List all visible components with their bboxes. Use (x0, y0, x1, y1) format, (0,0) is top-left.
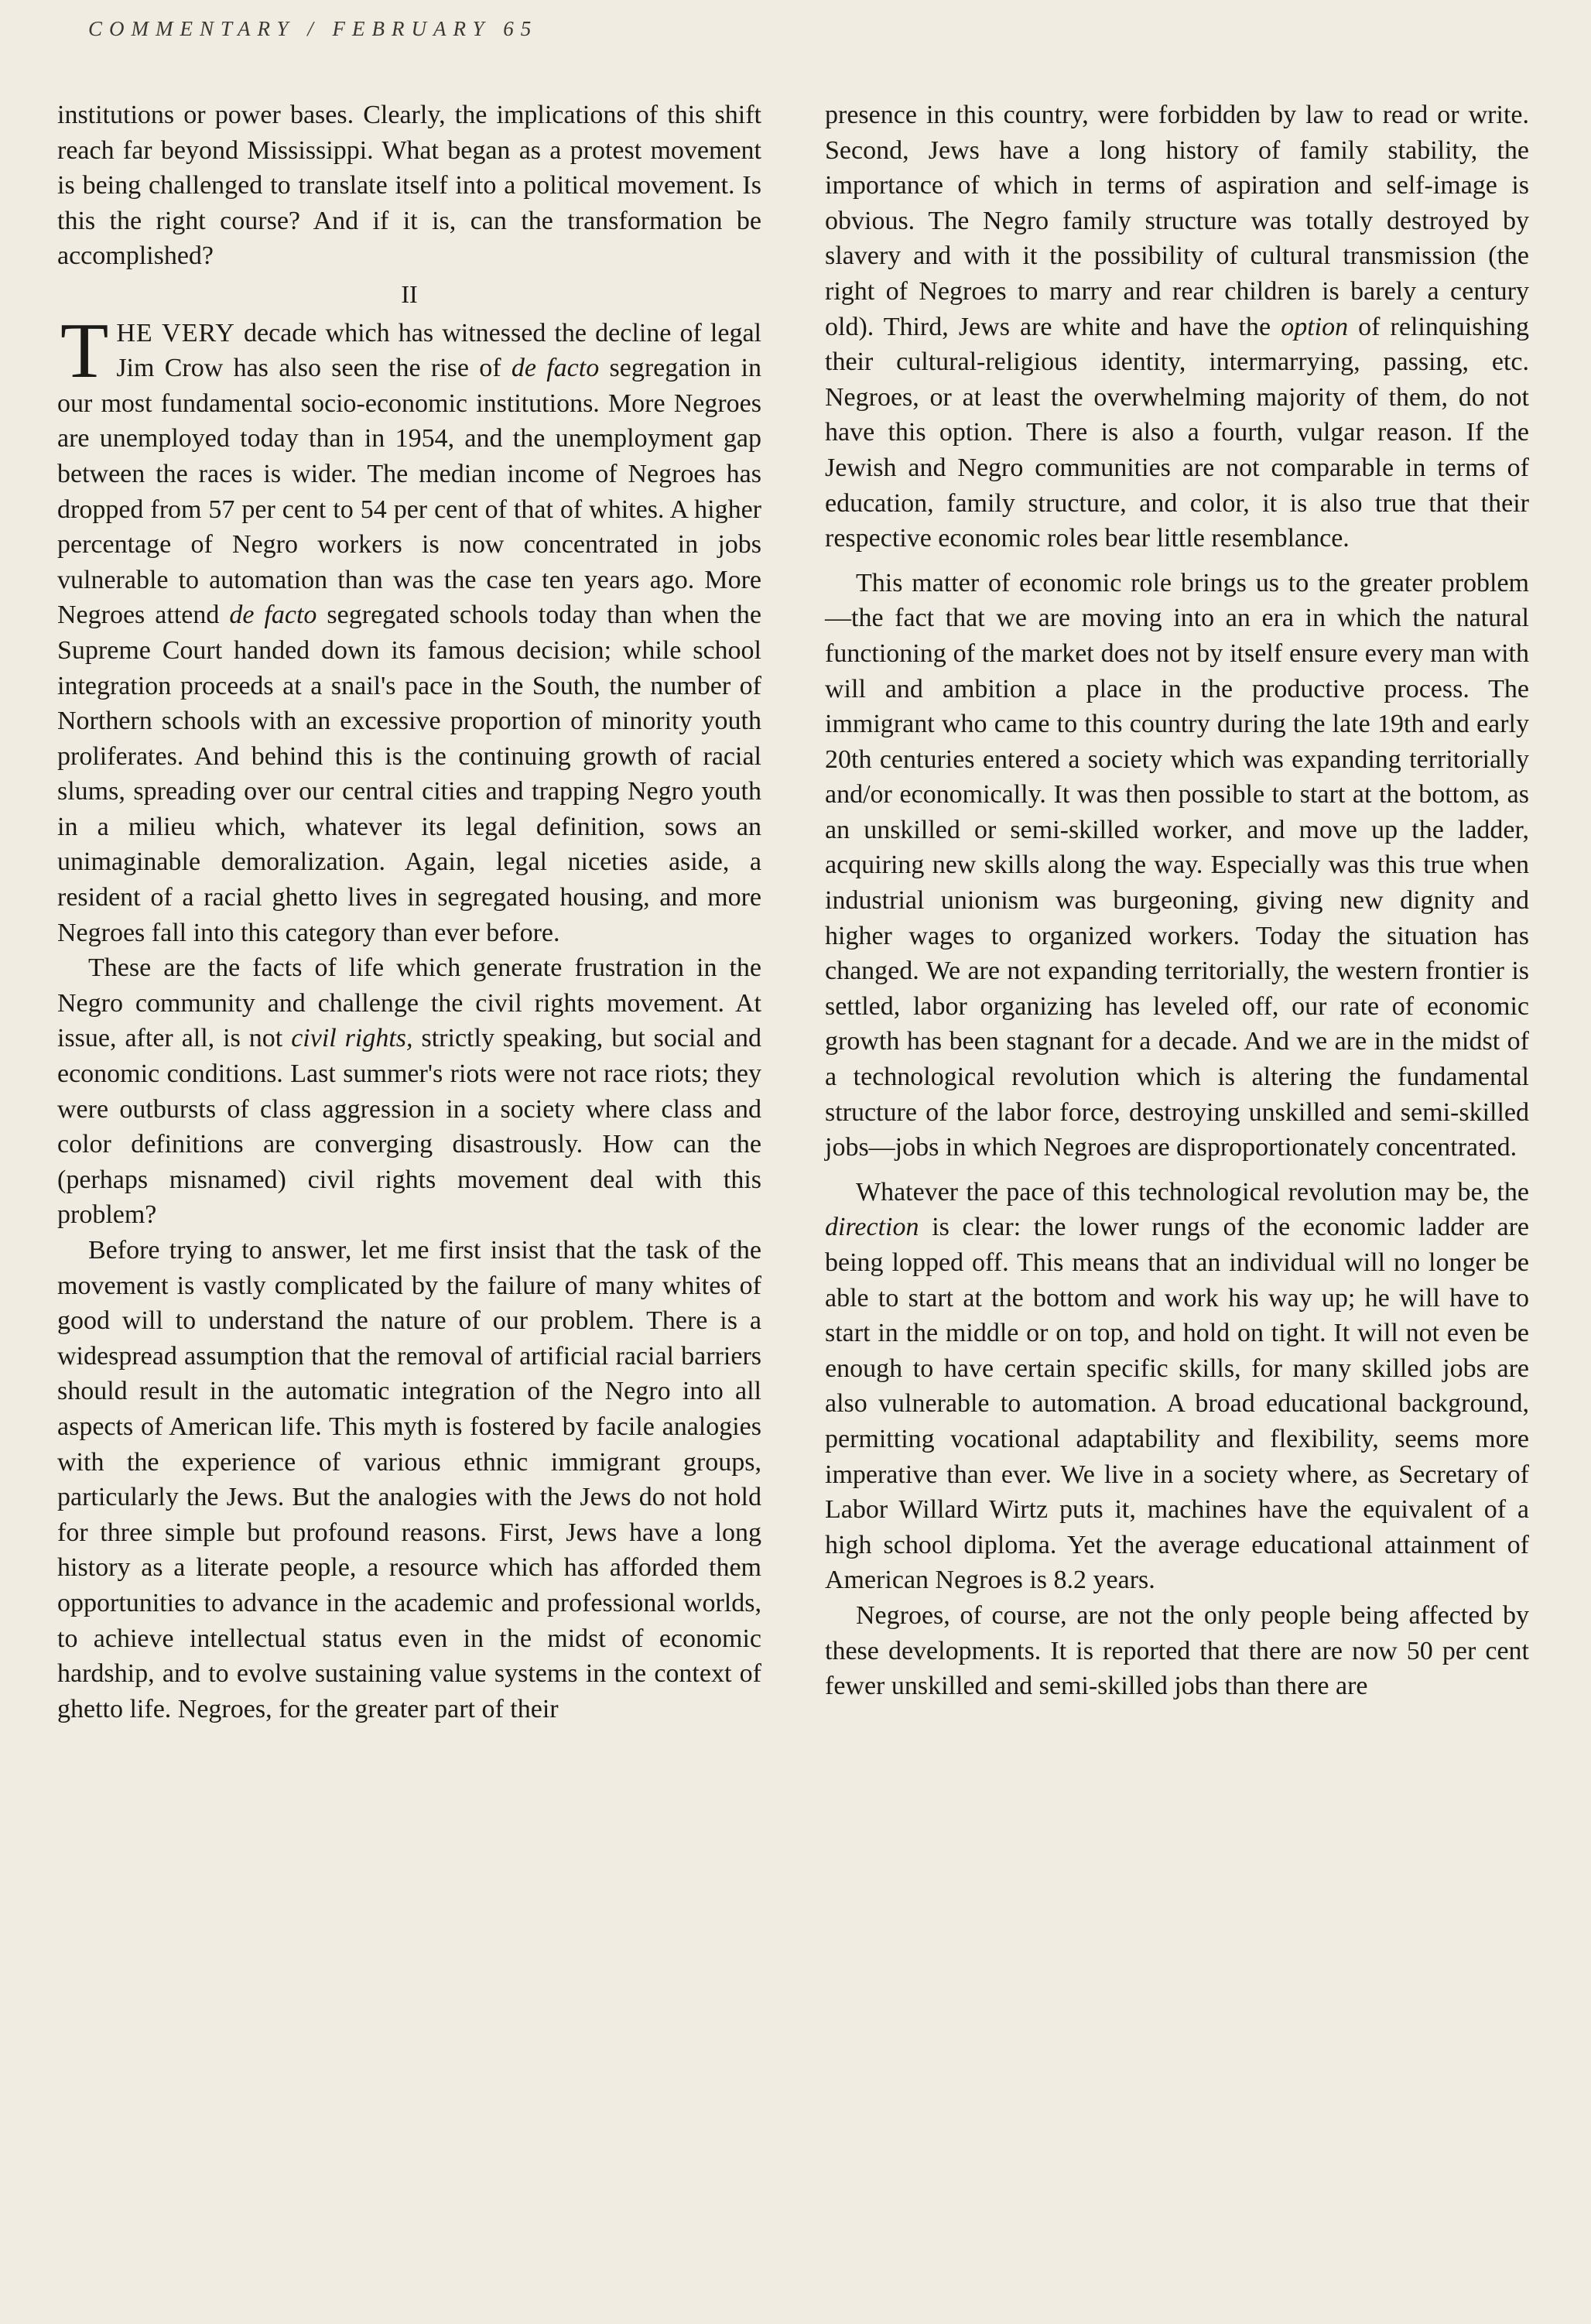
emphasis: de facto (229, 601, 317, 630)
text-run: of relinquishing their cultural-religious identity, intermarrying, passing, etc. Negroes, or at least the overwhelming majority of them, do not have this option. There is also a fourth, vulgar reason. If the Jewish and Negro communities are not comparable in terms of education, family structure, and color, it is also true that their respective economic roles bear little resemblance. (825, 312, 1529, 553)
section-number: II (401, 279, 418, 308)
emphasis: direction (825, 1213, 919, 1242)
running-head: COMMENTARY / FEBRUARY 65 (88, 17, 539, 40)
text-run: Whatever the pace of this technological revolution may be, the (856, 1177, 1529, 1206)
drop-cap: T (60, 306, 109, 395)
text-run: decade which has witnessed the decline of legal Jim Crow has also seen the rise of (116, 318, 762, 383)
paragraph: This matter of economic role brings us to the greater problem—the fact that we are moving into an era in which the natural functioning of the market does not by itself ensure every man with will and ambition a place in the productive process. The immigrant who came to this country during the late 19th and early 20th centuries entered a society which was expanding territorially and/or economically. It was then possible to start at the bottom, as an unskilled or semi-skilled worker, and move up the ladder, acquiring new skills along the way. Especially was this true when industrial unionism was burgeoning, giving new dignity and higher wages to organized workers. Today the situation has changed. We are not expanding territorially, the western frontier is settled, labor organizing has leveled off, our rate of economic growth has been stagnant for a decade. And we are in the midst of a technological revolution which is altering the fundamental structure of the labor force, destroying unskilled and semi-skilled jobs—jobs in which Negroes are disproportionately concentrated. (825, 568, 1529, 1162)
paragraph (825, 98, 1529, 556)
paragraph: Before trying to answer, let me first insist that the task of the movement is vastly complicated by the failure of many whites of good will to understand the nature of our problem. There is a widespread assumption that the removal of artificial racial barriers should result in the automatic integration of the Negro into all aspects of American life. This myth is fostered by facile analogies with the experience of various ethnic immigrant groups, particularly the Jews. But the analogies with the Jews do not hold for three simple but profound reasons. First, Jews have a long history as a literate people, a resource which has afforded them opportunities to advance in the academic and professional worlds, to achieve intellectual status even in the midst of economic hardship, and to evolve sustaining value systems in the context of ghetto life. Negroes, for the greater part of their (57, 1236, 761, 1723)
paragraph: Negroes, of course, are not the only people being affected by these developments. It is reported that there are now 50 per cent fewer unskilled and semi-skilled jobs than there are (825, 1600, 1529, 1701)
paragraph (57, 306, 762, 951)
paragraph (57, 950, 761, 1233)
text-run: segregated schools today than when the Supreme Court handed down its famous decision; while school integration proceeds at a snail's pace in the South, the number of Northern schools with an excessive proportion of minority youth proliferates. And behind this is the continuing growth of racial slums, spreading over our central cities and trapping Negro youth in a milieu which, whatever its legal definition, sows an unimaginable demoralization. Again, legal niceties aside, a resident of a racial ghetto lives in segregated housing, and more Negroes fall into this category than ever before. (57, 601, 762, 947)
text-run: strictly speaking, but social and economic conditions. Last summer's riots were not race riots; they were outbursts of class aggression in a society where class and color definitions are converging disastrously. How can the (perhaps misnamed) civil rights movement deal with this problem? (57, 1024, 761, 1230)
right-column (825, 98, 1529, 1704)
paragraph (825, 1175, 1529, 1598)
left-column (57, 98, 761, 1727)
small-caps-lead: HE VERY (116, 318, 235, 347)
text-run: These are the facts of life which generate frustration in the Negro community and challenge the civil rights movement. At issue, after all, is not (57, 953, 761, 1053)
emphasis: de facto (511, 354, 600, 383)
emphasis: option (1281, 312, 1349, 341)
text-run: presence in this country, were forbidden by law to read or write. Second, Jews have a long history of family stability, the importance of which in terms of aspiration and self-image is obvious. The Negro family structure was totally destroyed by slavery and with it the possibility of cultural transmission (the right of Negroes to marry and rear children is barely a century old). Third, Jews are white and have the (825, 101, 1529, 341)
emphasis: civil rights, (291, 1024, 413, 1053)
text-run: is clear: the lower rungs of the economic ladder are being lopped off. This means that an individual will no longer be able to start at the bottom and work his way up; he will have to start in the middle or on top, and hold on tight. It will not even be enough to have certain specific skills, for many skilled jobs are also vulnerable to automation. A broad educational background, permitting vocational adaptability and flexibility, seems more imperative than ever. We live in a society where, as Secretary of Labor Willard Wirtz puts it, machines have the equivalent of a high school diploma. Yet the average educational attainment of American Negroes is 8.2 years. (825, 1213, 1529, 1595)
text-run: segregation in our most fundamental socio-economic institutions. More Negroes are unemployed today than in 1954, and the unemployment gap between the races is wider. The median income of Negroes has dropped from 57 per cent to 54 per cent of that of whites. A higher percentage of Negro workers is now concentrated in jobs vulnerable to automation than was the case ten years ago. More Negroes attend (57, 354, 761, 630)
paragraph: institutions or power bases. Clearly, the implications of this shift reach far beyond Mississippi. What began as a protest movement is being challenged to translate itself into a political movement. Is this the right course? And if it is, can the transformation be accomplished? (57, 101, 761, 271)
